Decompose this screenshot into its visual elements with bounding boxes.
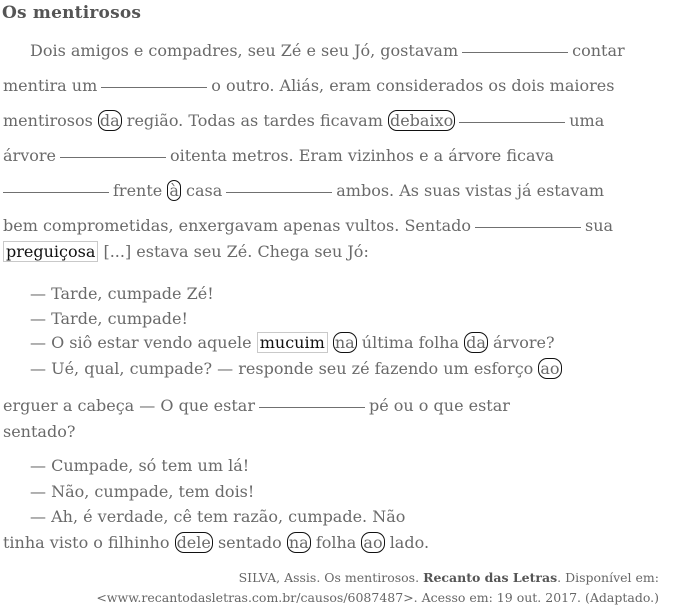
text-fragment: Dois amigos e compadres, seu Zé e seu Jó, gostavam	[30, 41, 459, 60]
circled-word: da	[99, 111, 120, 130]
text-fragment: árvore	[3, 146, 56, 165]
source-citation-line-1	[239, 570, 659, 585]
text-fragment: [...] estava seu Zé. Chega seu Jó:	[103, 242, 369, 261]
boxed-word: mucuim	[257, 332, 328, 353]
text-fragment: contar	[572, 41, 625, 60]
fill-blank[interactable]	[101, 86, 207, 88]
text-fragment: frente	[113, 181, 163, 200]
text-fragment: uma	[569, 111, 605, 130]
circled-word: ao	[363, 533, 383, 552]
circled-word: ao	[540, 359, 560, 378]
citation-fragment: SILVA, Assis. Os mentirosos.	[238, 570, 420, 585]
text-line-4	[3, 146, 554, 166]
text-fragment: região. Todas as tardes ficavam	[126, 111, 383, 130]
text-line-6	[3, 216, 613, 236]
dialog-line: — Tarde, cumpade Zé!	[30, 284, 214, 303]
source-citation-line-2: <www.recantodasletras.com.br/causos/6087487>. Acesso em: 19 out. 2017. (Adaptado.)	[96, 590, 659, 605]
circled-word: na	[288, 533, 309, 552]
circled-word: na	[334, 333, 355, 352]
circled-word: à	[169, 181, 179, 200]
fill-blank[interactable]	[60, 156, 166, 158]
fill-blank[interactable]	[259, 406, 365, 408]
text-fragment: árvore?	[493, 333, 555, 352]
text-line-5	[3, 181, 604, 201]
text-fragment: mentira um	[3, 76, 98, 95]
text-fragment: sua	[585, 216, 614, 235]
circled-word: da	[466, 333, 486, 352]
text-fragment: última folha	[361, 333, 460, 352]
text-line-2	[3, 76, 614, 96]
boxed-word: preguiçosa	[3, 241, 98, 262]
text-fragment: — Ué, qual, cumpade? — responde seu zé fazendo um esforço	[30, 359, 534, 378]
text-fragment: sentado	[217, 533, 282, 552]
fill-blank[interactable]	[459, 121, 565, 123]
text-fragment: tinha visto o filhinho	[3, 533, 170, 552]
citation-fragment: . Disponível em:	[557, 570, 659, 585]
text-line-7	[3, 242, 369, 262]
citation-site-name: Recanto das Letras	[423, 570, 558, 585]
text-fragment: pé ou o que estar	[368, 396, 510, 415]
text-fragment: ambos. As suas vistas já estavam	[336, 181, 605, 200]
dialog-line: — Ah, é verdade, cê tem razão, cumpade. Não	[30, 507, 406, 526]
text-fragment: oitenta metros. Eram vizinhos e a árvore ficava	[169, 146, 555, 165]
dialog-line	[30, 333, 555, 353]
fill-blank[interactable]	[475, 226, 581, 228]
dialog-line	[30, 359, 562, 379]
text-fragment: folha	[315, 533, 357, 552]
text-line-1	[30, 41, 625, 61]
dialog-line	[3, 533, 429, 553]
circled-word: dele	[176, 533, 211, 552]
fill-blank[interactable]	[226, 191, 332, 193]
text-fragment: erguer a cabeça — O que estar	[3, 396, 255, 415]
text-fragment: bem comprometidas, enxergavam apenas vultos. Sentado	[3, 216, 472, 235]
text-fragment: mentirosos	[3, 111, 93, 130]
text-fragment: o outro. Aliás, eram considerados os dois maiores	[211, 76, 615, 95]
fill-blank[interactable]	[462, 51, 568, 53]
text-title: Os mentirosos	[2, 3, 142, 23]
text-line-8	[3, 396, 510, 416]
text-line-3	[3, 111, 604, 131]
text-line-9: sentado?	[3, 422, 76, 441]
text-fragment: lado.	[389, 533, 430, 552]
text-fragment: — O siô estar vendo aquele	[30, 333, 252, 352]
fill-blank[interactable]	[3, 191, 109, 193]
circled-word: debaixo	[389, 111, 454, 130]
text-fragment: casa	[185, 181, 223, 200]
dialog-line: — Não, cumpade, tem dois!	[30, 482, 255, 501]
dialog-line: — Tarde, cumpade!	[30, 309, 188, 328]
dialog-line: — Cumpade, só tem um lá!	[30, 456, 250, 475]
